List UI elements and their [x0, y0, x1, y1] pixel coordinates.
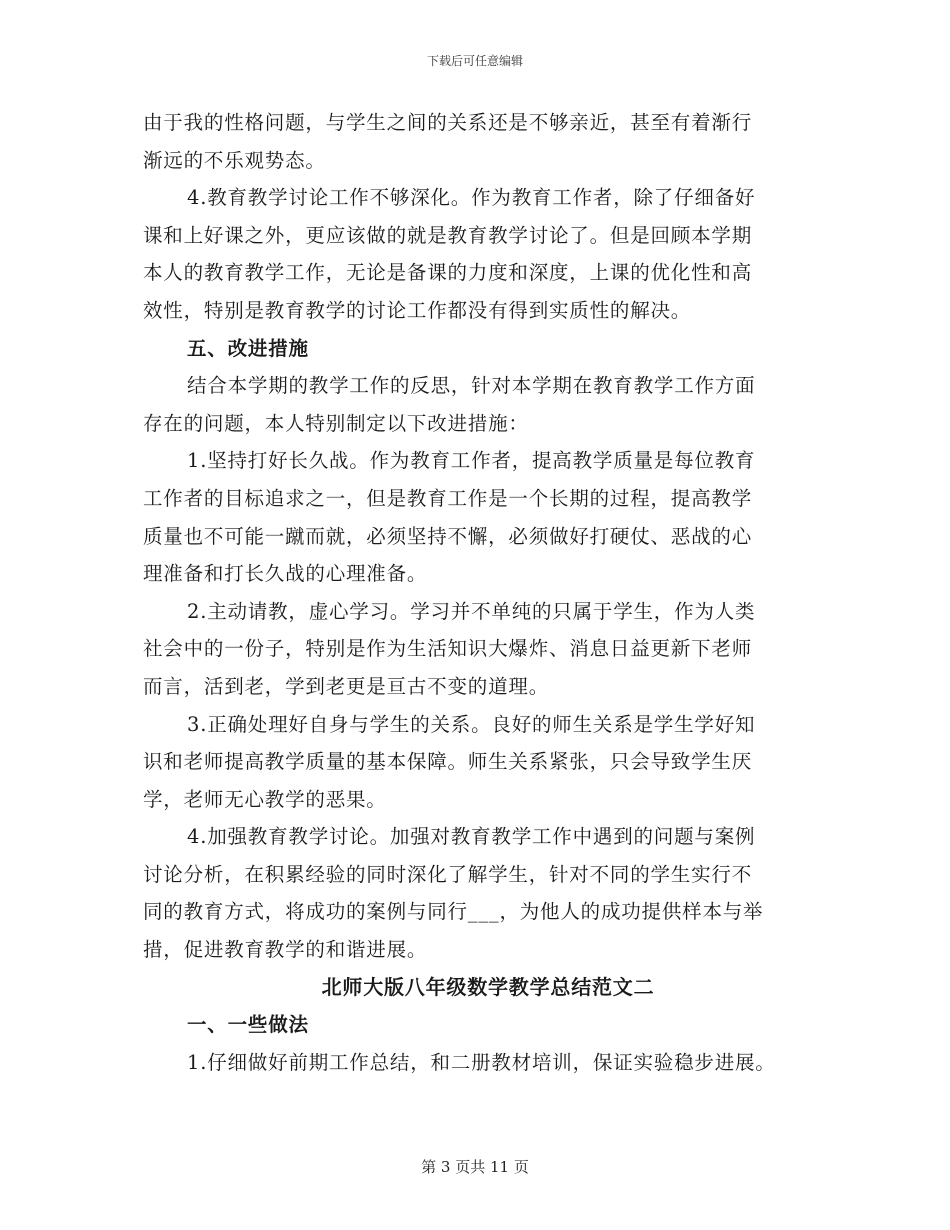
paragraph-line: 工作者的目标追求之一，但是教育工作是一个长期的过程，提高教学: [143, 486, 753, 510]
section-heading: 五、改进措施: [187, 336, 309, 360]
paragraph-line: 3.正确处理好自身与学生的关系。良好的师生关系是学生学好知: [187, 712, 756, 736]
paragraph-line: 理准备和打长久战的心理准备。: [143, 562, 428, 586]
paragraph-line: 4.教育教学讨论工作不够深化。作为教育工作者，除了仔细备好: [187, 186, 756, 210]
paragraph-line: 同的教育方式，将成功的案例与同行___，为他人的成功提供样本与举: [143, 900, 764, 924]
paragraph-line: 2.主动请教，虚心学习。学习并不单纯的只属于学生，作为人类: [187, 599, 756, 623]
paragraph-line: 识和老师提高教学质量的基本保障。师生关系紧张，只会导致学生厌: [143, 750, 753, 774]
paragraph-line: 存在的问题，本人特别制定以下改进措施：: [143, 411, 529, 435]
document-body: [143, 104, 811, 1081]
paragraph-line: 1.坚持打好长久战。作为教育工作者，提高教学质量是每位教育: [187, 449, 756, 473]
paragraph-line: 1.仔细做好前期工作总结，和二册教材培训，保证实验稳步进展。: [187, 1050, 776, 1074]
paragraph-line: 结合本学期的教学工作的反思，针对本学期在教育教学工作方面: [187, 374, 756, 398]
paragraph-line: 由于我的性格问题，与学生之间的关系还是不够亲近，甚至有着渐行: [143, 111, 753, 134]
page-header: 下载后可任意编辑: [426, 54, 523, 68]
document-title: 北师大版八年级数学教学总结范文二: [321, 974, 655, 999]
paragraph-line: 学，老师无心教学的恶果。: [143, 787, 387, 811]
paragraph-line: 4.加强教育教学讨论。加强对教育教学工作中遇到的问题与案例: [187, 825, 756, 849]
paragraph-line: 渐远的不乐观势态。: [143, 148, 326, 172]
paragraph-line: 本人的教育教学工作，无论是备课的力度和深度，上课的优化性和高: [143, 261, 753, 285]
paragraph-line: 讨论分析，在积累经验的同时深化了解学生，针对不同的学生实行不: [143, 862, 753, 886]
section-heading: 一、一些做法: [187, 1013, 309, 1037]
paragraph-line: 社会中的一份子，特别是作为生活知识大爆炸、消息日益更新下老师: [143, 637, 753, 661]
paragraph-line: 措，促进教育教学的和谐进展。: [143, 938, 428, 962]
paragraph-line: 而言，活到老，学到老更是亘古不变的道理。: [143, 674, 550, 698]
page-footer: 第 3 页共 11 页: [421, 1158, 529, 1176]
paragraph-line: 课和上好课之外，更应该做的就是教育教学讨论了。但是回顾本学期: [143, 223, 753, 247]
paragraph-line: 效性，特别是教育教学的讨论工作都没有得到实质性的解决。: [143, 298, 692, 322]
paragraph-line: 质量也不可能一蹴而就，必须坚持不懈，必须做好打硬仗、恶战的心: [143, 524, 753, 548]
